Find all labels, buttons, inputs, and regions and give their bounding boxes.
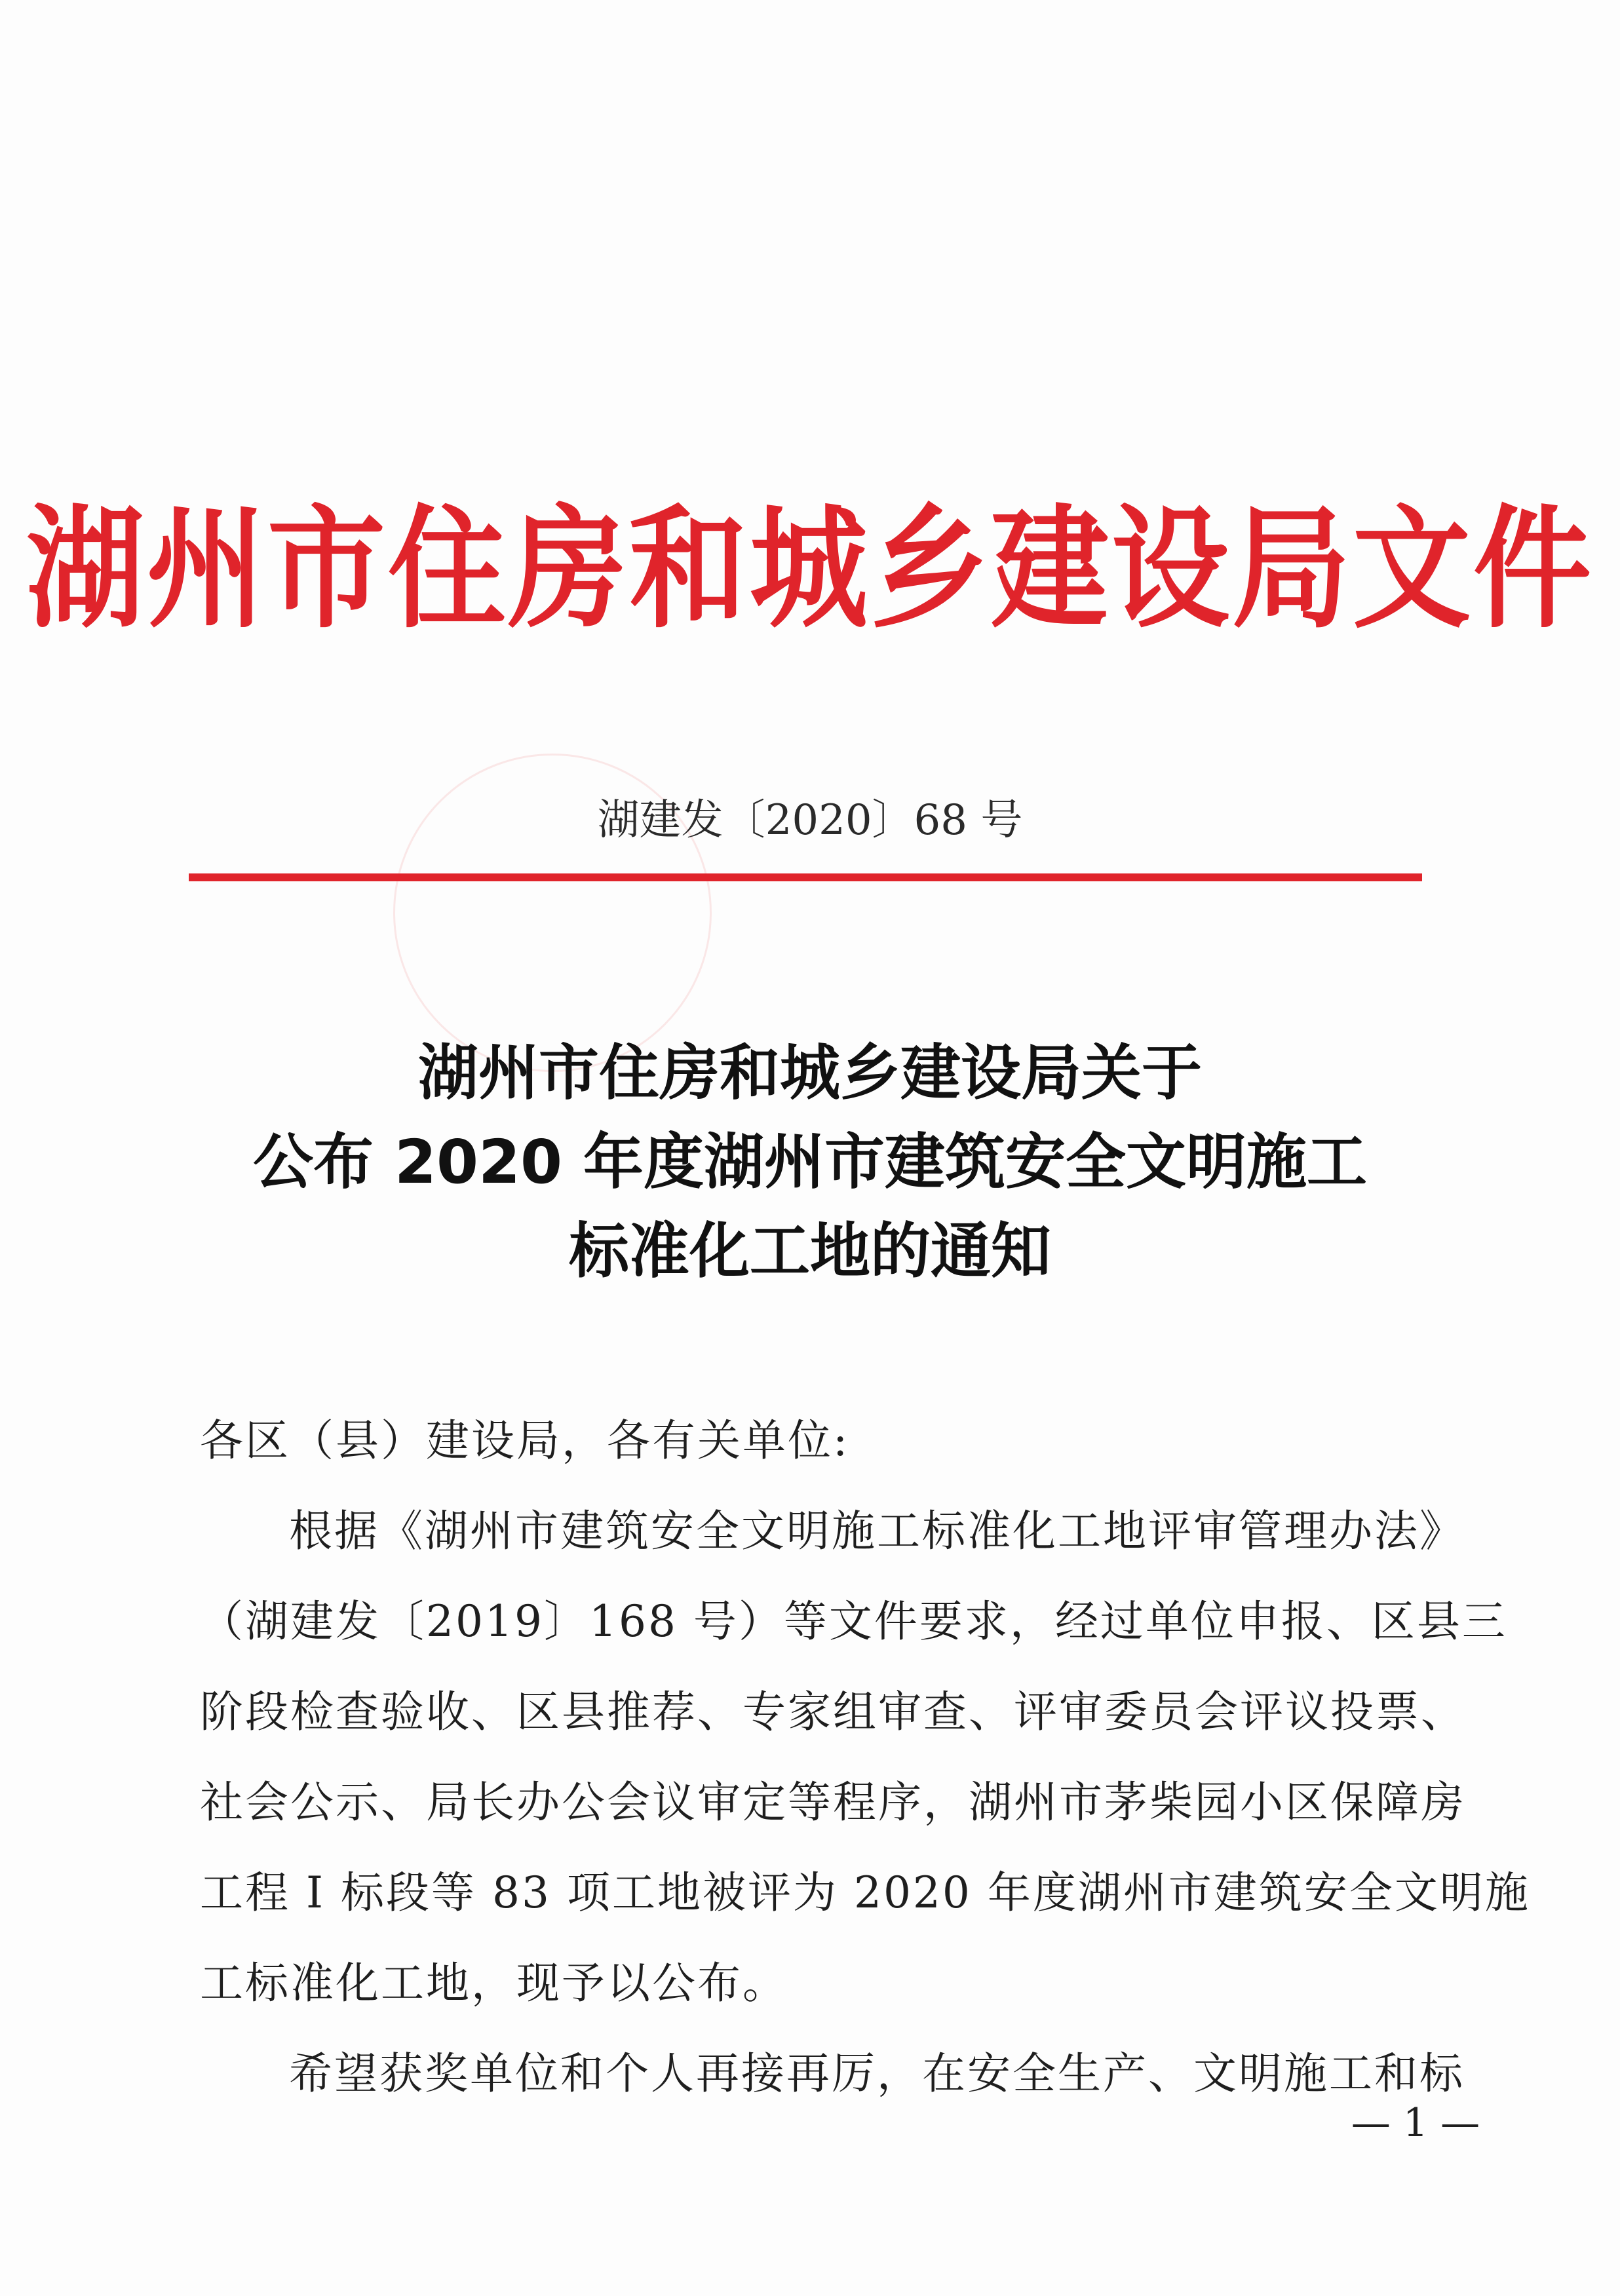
red-separator-line — [189, 873, 1422, 881]
paragraph-line: （湖建发〔2019〕168 号）等文件要求，经过单位申报、区县三 — [200, 1596, 1507, 1647]
paragraph-line: 阶段检查验收、区县推荐、专家组审查、评审委员会评议投票、 — [200, 1687, 1466, 1737]
document-body — [200, 1396, 1530, 2119]
salutation: 各区（县）建设局，各有关单位: — [200, 1415, 850, 1466]
paragraph-line: 社会公示、局长办公会议审定等程序，湖州市茅柴园小区保障房 — [200, 1777, 1466, 1827]
document-masthead: 湖州市住房和城乡建设局文件 — [26, 493, 1594, 647]
title-line: 公布 2020 年度湖州市建筑安全文明施工 — [252, 1127, 1368, 1197]
title-line: 标准化工地的通知 — [568, 1216, 1051, 1286]
page-number: — 1 — — [1351, 2100, 1480, 2146]
paragraph-line: 根据《湖州市建筑安全文明施工标准化工地评审管理办法》 — [289, 1506, 1465, 1556]
title-line: 湖州市住房和城乡建设局关于 — [417, 1038, 1202, 1108]
paragraph-line: 工标准化工地，现予以公布。 — [200, 1958, 788, 2008]
paragraph-line: 希望获奖单位和个人再接再厉，在安全生产、文明施工和标 — [289, 2048, 1465, 2099]
document-number: 湖建发〔2020〕68 号 — [597, 796, 1023, 845]
paragraph-line: 工程 I 标段等 83 项工地被评为 2020 年度湖州市建筑安全文明施 — [200, 1867, 1530, 1918]
document-title — [0, 1029, 1620, 1296]
